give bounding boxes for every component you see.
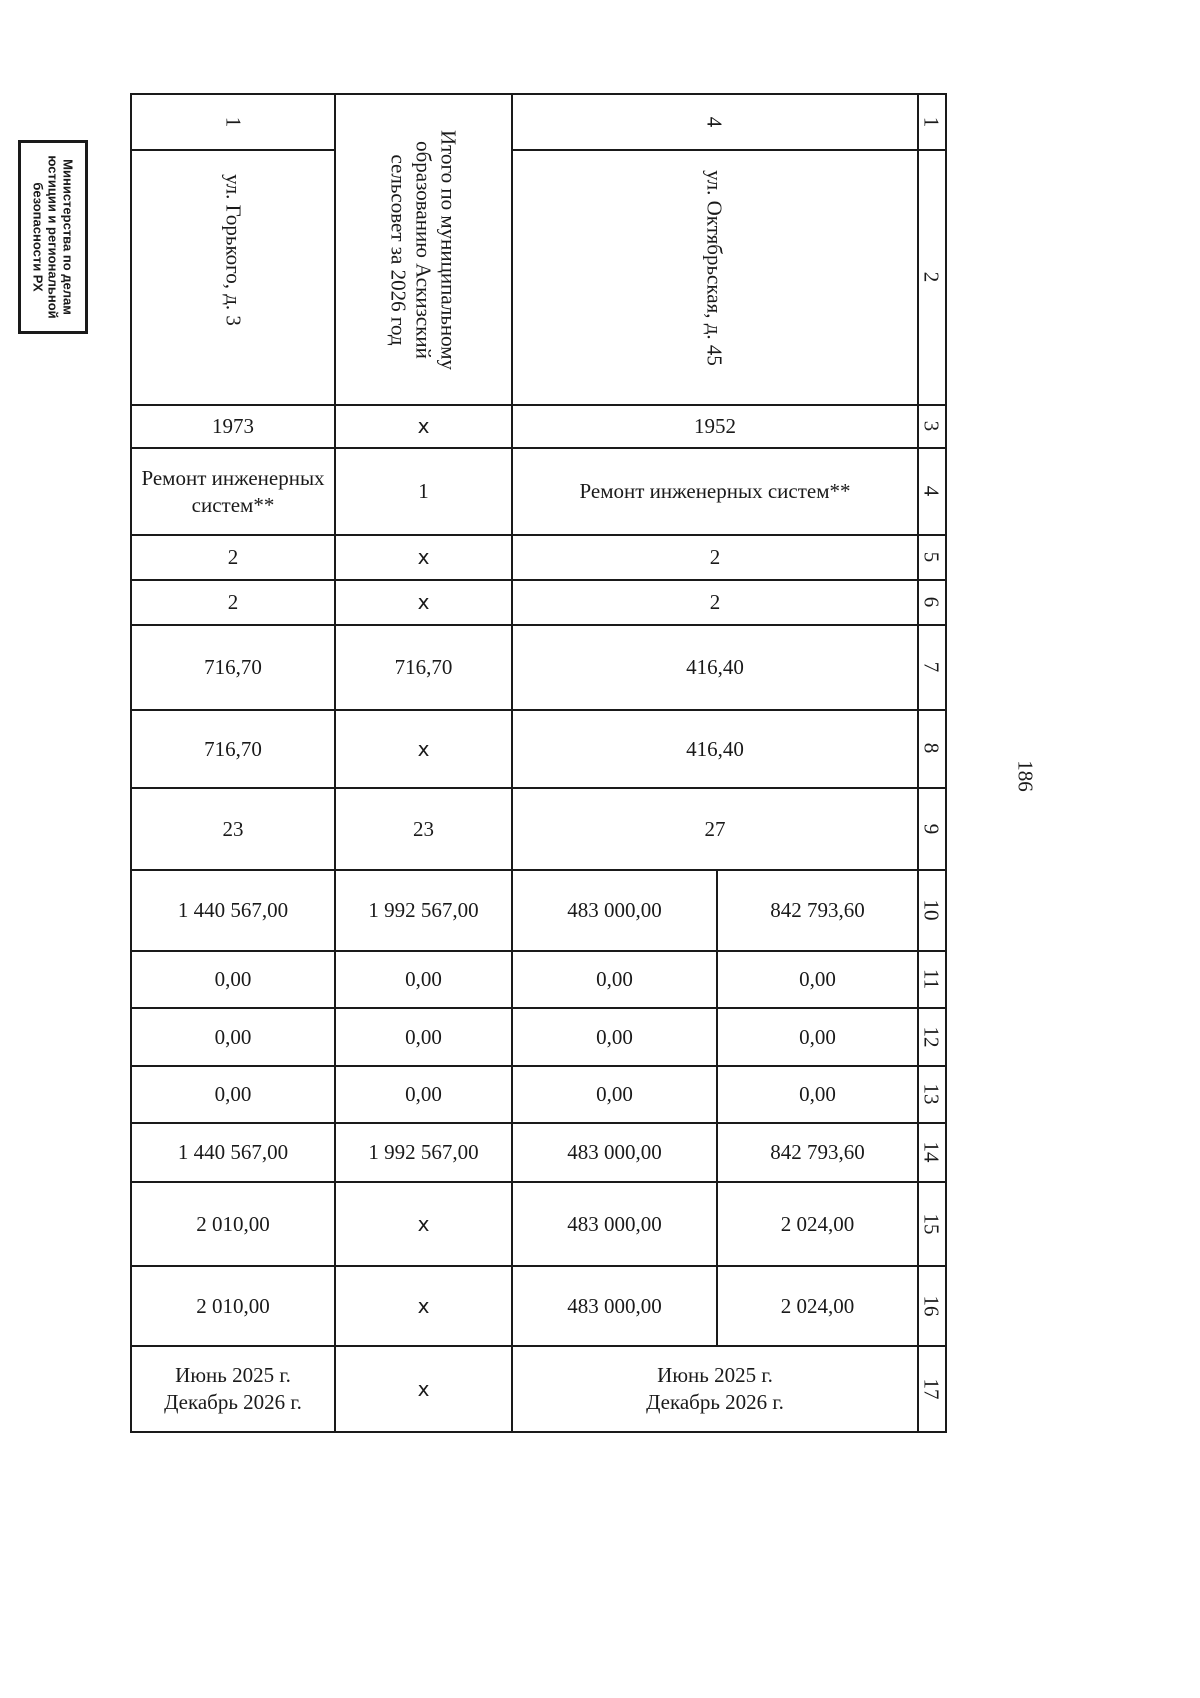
cell-r11-c1: 0,00 (596, 967, 633, 991)
cell-r8-c: 416,40 (686, 736, 744, 761)
column-number: 15 (919, 1213, 944, 1235)
column-number: 11 (919, 968, 944, 990)
column-number: 13 (919, 1083, 944, 1105)
column-number: 6 (919, 596, 944, 608)
header-col-c-number: 4 (702, 116, 727, 128)
cell-r7-a: 716,70 (204, 655, 262, 679)
cell-r11-a: 0,00 (214, 967, 252, 991)
cell-r11-b: 0,00 (405, 967, 442, 991)
table-border-bottom (130, 1431, 947, 1433)
cell-r10-c1: 483 000,00 (567, 898, 662, 922)
cell-r17-c: Июнь 2025 г. Декабрь 2026 г. (646, 1363, 784, 1414)
cell-work-type-a: Ремонт инженерных систем** (141, 465, 325, 517)
column-number: 3 (919, 420, 944, 432)
header-col-b-title: Итого по муниципальному образованию Аскизский сельсовет за 2026 год (386, 129, 461, 371)
cell-r14-b: 1 992 567,00 (368, 1140, 479, 1164)
ministry-stamp (18, 140, 88, 334)
cell-r15-c1: 483 000,00 (567, 1211, 662, 1236)
cell-r14-a: 1 440 567,00 (177, 1140, 289, 1164)
cell-work-type-b: 1 (418, 479, 429, 503)
cell-r13-b: 0,00 (405, 1082, 442, 1106)
cell-r6-b: x (417, 590, 430, 614)
column-number: 16 (919, 1295, 944, 1317)
cell-r9-c: 27 (704, 816, 726, 841)
cell-r10-c2: 842 793,60 (770, 898, 865, 922)
header-split-a (130, 149, 335, 151)
cell-r7-b: 716,70 (394, 655, 453, 679)
table-border-top (130, 93, 947, 95)
cell-work-type-c: Ремонт инженерных систем** (579, 479, 851, 503)
cell-r5-a: 2 (227, 545, 239, 569)
table-border-right (945, 93, 947, 1433)
cell-r13-a: 0,00 (214, 1082, 252, 1106)
cell-r10-a: 1 440 567,00 (177, 898, 289, 922)
header-col-a-address: ул. Горького, д. 3 (221, 174, 246, 326)
cell-r17-b: x (417, 1376, 430, 1401)
stamp-text: Министерства по делам юстиции и региональной безопасности РХ (30, 155, 76, 319)
cell-r8-a: 716,70 (204, 736, 262, 761)
cell-r16-c1: 483 000,00 (567, 1293, 662, 1318)
cell-r6-c: 2 (709, 590, 721, 614)
cell-r14-c2: 842 793,60 (770, 1140, 865, 1164)
cell-year-c: 1952 (694, 414, 736, 438)
cell-r16-a: 2 010,00 (196, 1293, 270, 1318)
cell-r15-c2: 2 024,00 (780, 1211, 855, 1236)
cell-r15-a: 2 010,00 (196, 1211, 270, 1236)
column-number: 9 (919, 823, 944, 835)
cell-r8-b: x (417, 736, 430, 761)
header-col-c-address: ул. Октябрьская, д. 45 (702, 170, 727, 366)
column-number: 10 (919, 899, 944, 921)
cell-r10-b: 1 992 567,00 (368, 898, 479, 922)
cell-r6-a: 2 (227, 590, 239, 614)
column-number: 17 (919, 1378, 944, 1400)
column-number: 7 (919, 661, 944, 673)
cell-r7-c: 416,40 (686, 655, 744, 679)
cell-r11-c2: 0,00 (799, 967, 836, 991)
cell-r13-c1: 0,00 (596, 1082, 633, 1106)
column-number: 1 (919, 116, 944, 128)
cell-r5-b: x (417, 545, 430, 569)
cell-r16-b: x (417, 1293, 430, 1318)
cell-r12-b: 0,00 (405, 1024, 442, 1049)
column-number: 5 (919, 551, 944, 563)
column-number: 8 (919, 742, 944, 754)
cell-r15-b: x (417, 1211, 430, 1236)
header-col-a-number: 1 (221, 116, 246, 128)
cell-r16-c2: 2 024,00 (780, 1293, 855, 1318)
header-split-c (511, 149, 947, 151)
cell-r12-c1: 0,00 (596, 1024, 633, 1049)
column-number: 12 (919, 1026, 944, 1048)
column-number: 4 (919, 485, 944, 497)
cell-r5-c: 2 (709, 545, 721, 569)
cell-r9-a: 23 (222, 816, 244, 841)
cell-year-a: 1973 (212, 414, 254, 438)
cell-r9-b: 23 (413, 816, 434, 841)
cell-r12-c2: 0,00 (799, 1024, 836, 1049)
cell-year-b: x (417, 414, 430, 438)
cell-r13-c2: 0,00 (799, 1082, 836, 1106)
cell-r17-a: Июнь 2025 г. Декабрь 2026 г. (164, 1363, 302, 1414)
cell-r14-c1: 483 000,00 (567, 1140, 662, 1164)
cell-r12-a: 0,00 (214, 1024, 252, 1049)
column-number: 14 (919, 1141, 944, 1163)
page-number: 186 (1013, 760, 1038, 792)
column-number: 2 (919, 271, 944, 283)
